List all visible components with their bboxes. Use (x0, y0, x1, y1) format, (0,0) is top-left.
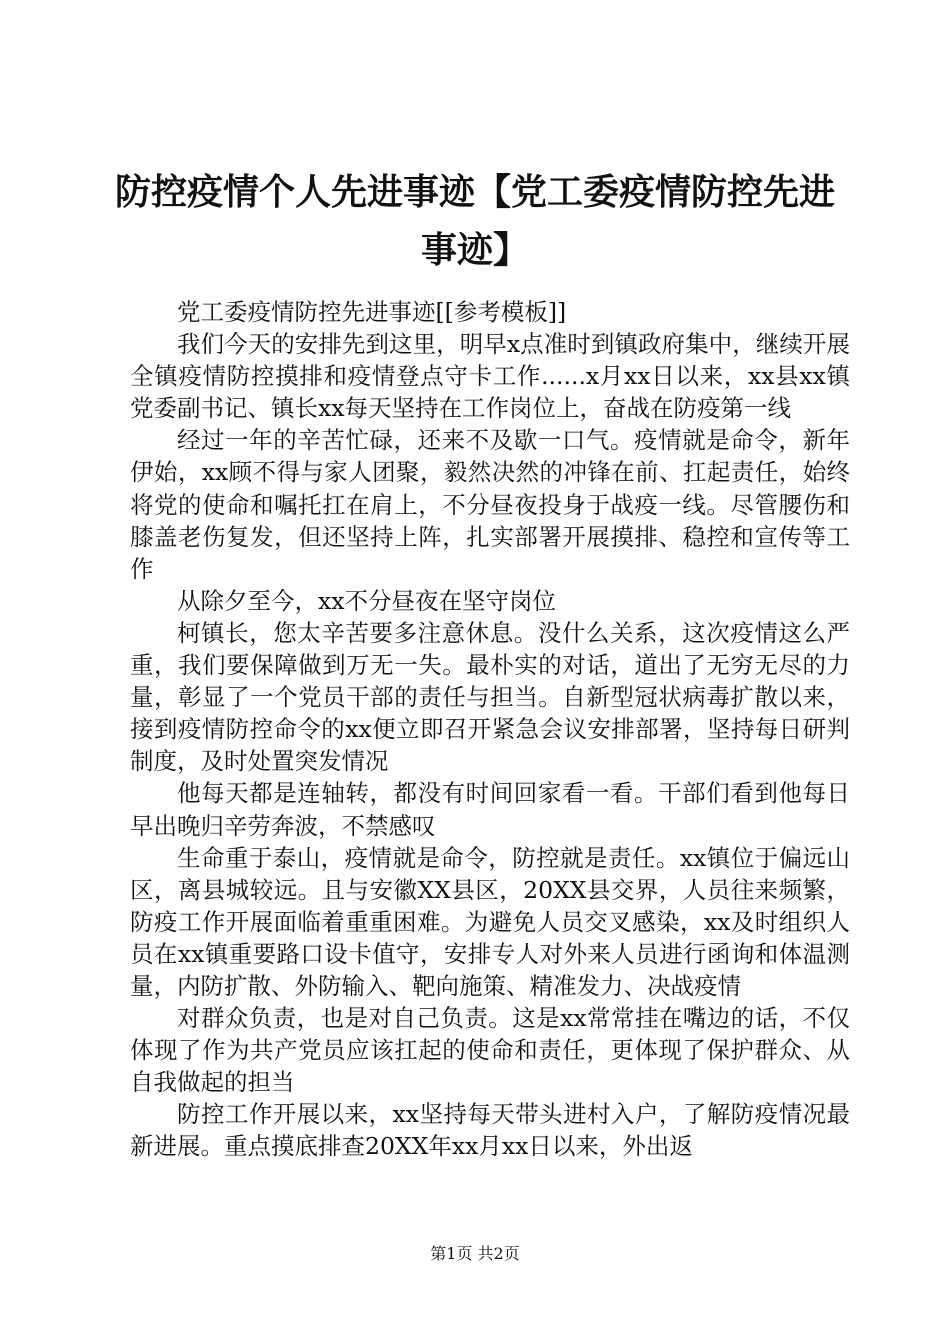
page-footer: 第1页 共2页 (430, 1244, 520, 1263)
paragraph: 他每天都是连轴转，都没有时间回家看一看。干部们看到他每日早出晚归辛劳奔波，不禁感叹 (130, 779, 850, 840)
paragraph: 对群众负责，也是对自己负责。这是xx常常挂在嘴边的话，不仅体现了作为共产党员应该扛起的使命和责任，更体现了保护群众、从自我做起的担当 (130, 1004, 850, 1097)
paragraph: 从除夕至今，xx不分昼夜在坚守岗位 (177, 586, 557, 615)
document-title: 防控疫情个人先进事迹【党工委疫情防控先进事迹】 (114, 171, 835, 271)
paragraph: 防控工作开展以来，xx坚持每天带头进村入户，了解防疫情况最新进展。重点摸底排查20XX年xx月xx日以来，外出返 (130, 1100, 850, 1161)
paragraph: 我们今天的安排先到这里，明早x点准时到镇政府集中，继续开展全镇疫情防控摸排和疫情登点守卡工作......x月xx日以来，xx县xx镇党委副书记、镇长xx每天坚持在工作岗位上，奋战在防疫第一线 (130, 330, 850, 423)
paragraph: 党工委疫情防控先进事迹[[参考模板]] (177, 298, 567, 326)
paragraph: 经过一年的辛苦忙碌，还来不及歇一口气。疫情就是命令，新年伊始，xx顾不得与家人团聚，毅然决然的冲锋在前、扛起责任，始终将党的使命和嘱托扛在肩上，不分昼夜投身于战疫一线。尽管腰伤和膝盖老伤复发，但还坚持上阵，扎实部署开展摸排、稳控和宣传等工作 (130, 426, 850, 583)
paragraph: 生命重于泰山，疫情就是命令，防控就是责任。xx镇位于偏远山区，离县城较远。且与安徽XX县区，20XX县交界，人员往来频繁，防疫工作开展面临着重重困难。为避免人员交叉感染，xx及时组织人员在xx镇重要路口设卡值守，安排专人对外来人员进行函询和体温测量，内防扩散、外防输入、靶向施策、精准发力、决战疫情 (130, 843, 850, 1000)
paragraph: 柯镇长，您太辛苦要多注意休息。没什么关系，这次疫情这么严重，我们要保障做到万无一失。最朴实的对话，道出了无穷无尽的力量，彰显了一个党员干部的责任与担当。自新型冠状病毒扩散以来，接到疫情防控命令的xx便立即召开紧急会议安排部署，坚持每日研判制度，及时处置突发情况 (130, 618, 850, 776)
document-body (130, 296, 850, 1163)
